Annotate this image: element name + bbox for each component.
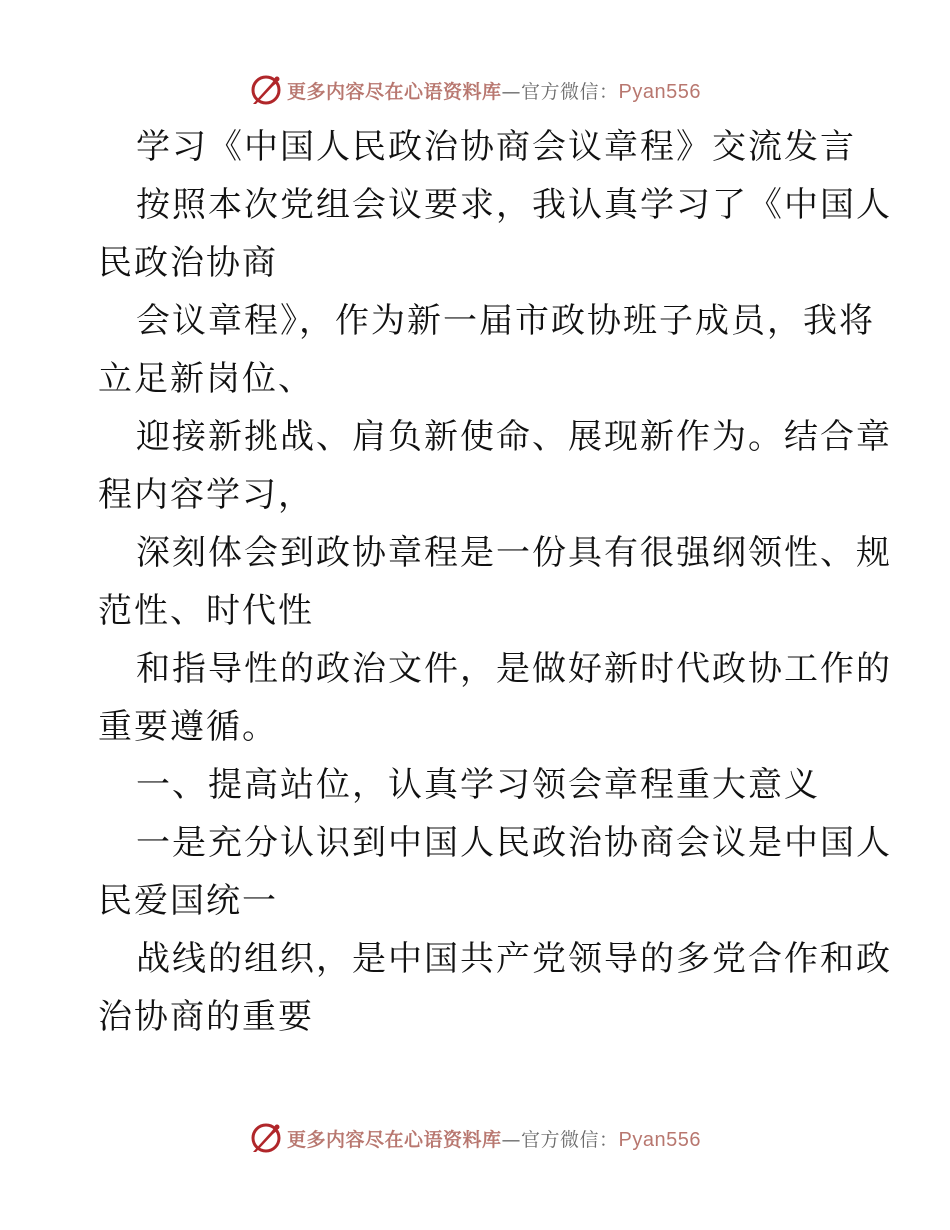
text-line: 按照本次党组会议要求，我认真学习了《中国人 (136, 185, 892, 225)
section-heading: 一、提高站位，认真学习领会章程重大意义 (136, 765, 820, 805)
document-body (98, 118, 892, 1046)
text-line: 重要遵循。 (98, 707, 278, 747)
text-line: 和指导性的政治文件，是做好新时代政协工作的 (136, 649, 892, 689)
text-line: 民爱国统一 (98, 881, 278, 921)
text-line: 程内容学习， (98, 475, 314, 515)
text-line: 民政治协商 (98, 243, 278, 283)
header-watermark (0, 70, 950, 110)
quill-logo-icon (249, 73, 283, 107)
text-line: 治协商的重要 (98, 997, 314, 1037)
text-line: 一是充分认识到中国人民政治协商会议是中国人 (136, 823, 892, 863)
text-line: 深刻体会到政协章程是一份具有很强纲领性、规 (136, 533, 892, 573)
watermark-text: 更多内容尽在心语资料库—官方微信：Pyan556 (287, 1128, 701, 1151)
footer-watermark (0, 1118, 950, 1158)
text-line: 立足新岗位、 (98, 359, 314, 399)
text-line: 范性、时代性 (98, 591, 314, 631)
text-line: 战线的组织，是中国共产党领导的多党合作和政 (136, 939, 892, 979)
document-title: 学习《中国人民政治协商会议章程》交流发言 (136, 127, 856, 167)
text-line: 会议章程》，作为新一届市政协班子成员，我将 (136, 301, 875, 341)
text-line: 迎接新挑战、肩负新使命、展现新作为。结合章 (136, 417, 892, 457)
quill-logo-icon (249, 1121, 283, 1155)
watermark-text: 更多内容尽在心语资料库—官方微信：Pyan556 (287, 80, 701, 103)
